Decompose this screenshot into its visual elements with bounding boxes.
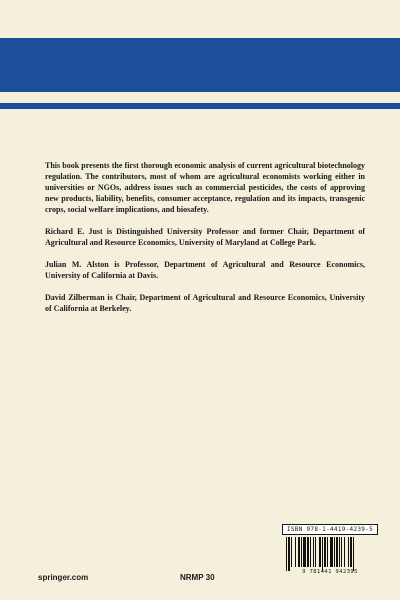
barcode-bars (286, 537, 376, 571)
barcode-digits: 9 781441 942395 (302, 569, 358, 575)
series-label: NRMP 30 (180, 573, 215, 582)
isbn-barcode (282, 524, 378, 578)
author-bio-alston: Julian M. Alston is Professor, Department of Agricultural and Resource Economics, University of California at Davis. (45, 260, 365, 280)
book-description: This book presents the first thorough economic analysis of current agricultural biotechnology regulation. The contributors, most of whom are agricultural economists working either in universities or NGOs, address issues such as commercial pesticides, the costs of approving new products, liability, benefits, consumer acceptance, regulation and its impacts, transgenic crops, social welfare implications, and biosafety. (45, 161, 365, 214)
thin-blue-stripe (0, 103, 400, 109)
publisher-url[interactable]: springer.com (38, 573, 89, 582)
barcode-bar (354, 537, 355, 571)
top-blue-band (0, 38, 400, 92)
back-cover-text (45, 160, 365, 325)
author-bio-just: Richard E. Just is Distinguished University Professor and former Chair, Department of Agricultural and Resource Economics, University of Maryland at College Park. (45, 227, 365, 247)
isbn-label: ISBN 978-1-4419-4239-5 (282, 524, 378, 535)
author-bio-zilberman: David Zilberman is Chair, Department of Agricultural and Resource Economics, University of California at Berkeley. (45, 293, 365, 313)
